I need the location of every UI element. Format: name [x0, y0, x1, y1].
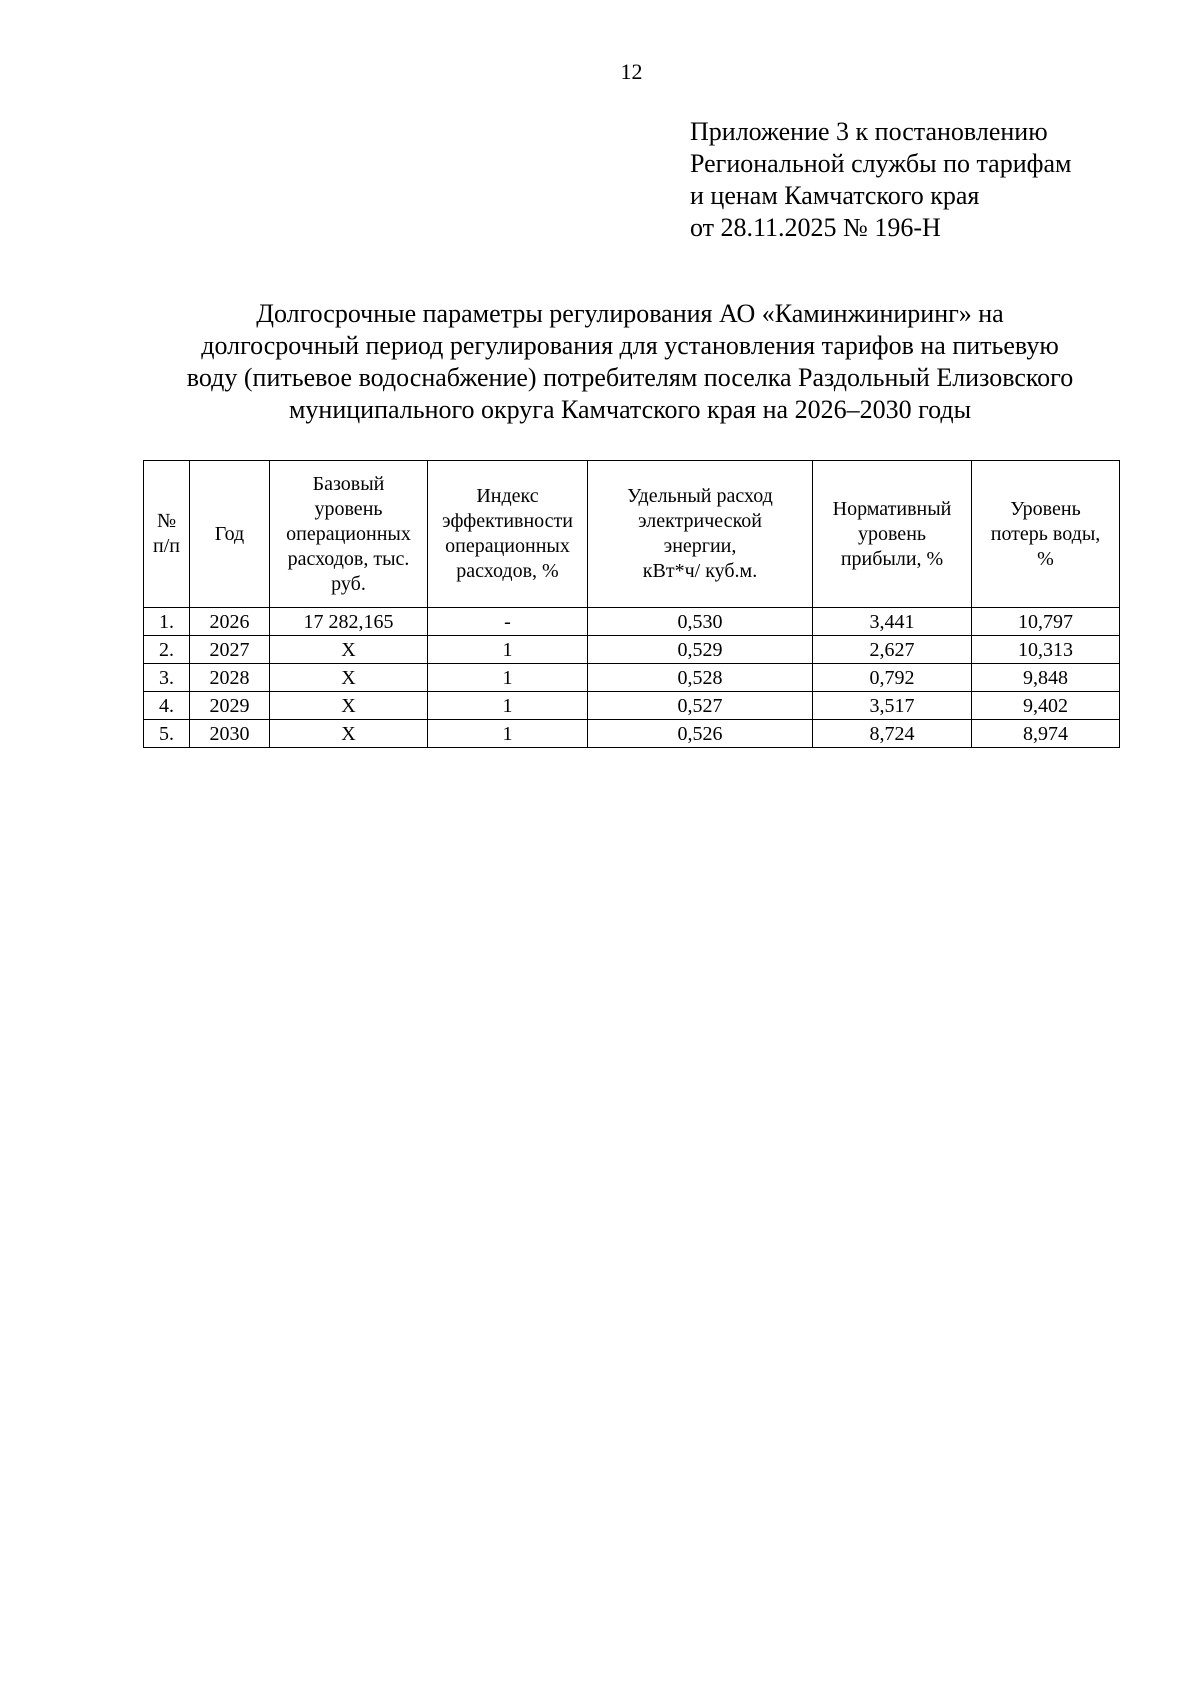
header-energy-consumption: Удельный расход электрической энергии, кВт*ч/ куб.м. — [588, 461, 813, 608]
cell-number: 5. — [144, 720, 190, 748]
cell-water-loss: 8,974 — [972, 720, 1120, 748]
appendix-line: Региональной службы по тарифам — [690, 149, 1072, 178]
header-year: Год — [190, 461, 270, 608]
cell-efficiency-index: 1 — [428, 664, 588, 692]
header-profit-level: Нормативный уровень прибыли, % — [813, 461, 972, 608]
table-row — [144, 692, 1120, 720]
cell-number: 2. — [144, 636, 190, 664]
table-row — [144, 720, 1120, 748]
cell-number: 1. — [144, 608, 190, 636]
cell-efficiency-index: - — [428, 608, 588, 636]
cell-base-opex: Х — [270, 664, 428, 692]
regulation-parameters-table — [143, 460, 1120, 748]
cell-profit-level: 0,792 — [813, 664, 972, 692]
title-line: воду (питьевое водоснабжение) потребителям поселка Раздольный Елизовского — [186, 363, 1074, 392]
cell-year: 2029 — [190, 692, 270, 720]
cell-water-loss: 10,797 — [972, 608, 1120, 636]
cell-energy-consumption: 0,528 — [588, 664, 813, 692]
table-header-row — [144, 461, 1120, 608]
cell-number: 3. — [144, 664, 190, 692]
cell-base-opex: Х — [270, 720, 428, 748]
cell-base-opex: Х — [270, 636, 428, 664]
title-line: долгосрочный период регулирования для установления тарифов на питьевую — [201, 331, 1059, 360]
cell-profit-level: 3,517 — [813, 692, 972, 720]
cell-efficiency-index: 1 — [428, 636, 588, 664]
cell-energy-consumption: 0,527 — [588, 692, 813, 720]
header-efficiency-index: Индекс эффективности операционных расходов, % — [428, 461, 588, 608]
cell-year: 2028 — [190, 664, 270, 692]
cell-water-loss: 10,313 — [972, 636, 1120, 664]
cell-year: 2030 — [190, 720, 270, 748]
cell-year: 2027 — [190, 636, 270, 664]
appendix-line: от 28.11.2025 № 196-Н — [690, 213, 941, 242]
page-number: 12 — [620, 59, 643, 84]
cell-energy-consumption: 0,529 — [588, 636, 813, 664]
cell-number: 4. — [144, 692, 190, 720]
header-water-loss: Уровень потерь воды, % — [972, 461, 1120, 608]
cell-profit-level: 8,724 — [813, 720, 972, 748]
cell-energy-consumption: 0,526 — [588, 720, 813, 748]
cell-efficiency-index: 1 — [428, 692, 588, 720]
cell-base-opex: Х — [270, 692, 428, 720]
cell-water-loss: 9,848 — [972, 664, 1120, 692]
header-base-opex: Базовый уровень операционных расходов, тыс. руб. — [270, 461, 428, 608]
appendix-line: Приложение 3 к постановлению — [690, 117, 1048, 146]
cell-efficiency-index: 1 — [428, 720, 588, 748]
table-row — [144, 608, 1120, 636]
appendix-line: и ценам Камчатского края — [690, 181, 980, 210]
cell-profit-level: 3,441 — [813, 608, 972, 636]
table-row — [144, 664, 1120, 692]
cell-energy-consumption: 0,530 — [588, 608, 813, 636]
cell-year: 2026 — [190, 608, 270, 636]
cell-profit-level: 2,627 — [813, 636, 972, 664]
cell-base-opex: 17 282,165 — [270, 608, 428, 636]
appendix-reference — [690, 116, 1071, 244]
header-number: № п/п — [144, 461, 190, 608]
title-line: Долгосрочные параметры регулирования АО «Каминжиниринг» на — [256, 299, 1004, 328]
cell-water-loss: 9,402 — [972, 692, 1120, 720]
document-title — [140, 298, 1120, 426]
table-row — [144, 636, 1120, 664]
title-line: муниципального округа Камчатского края на 2026–2030 годы — [288, 395, 972, 424]
